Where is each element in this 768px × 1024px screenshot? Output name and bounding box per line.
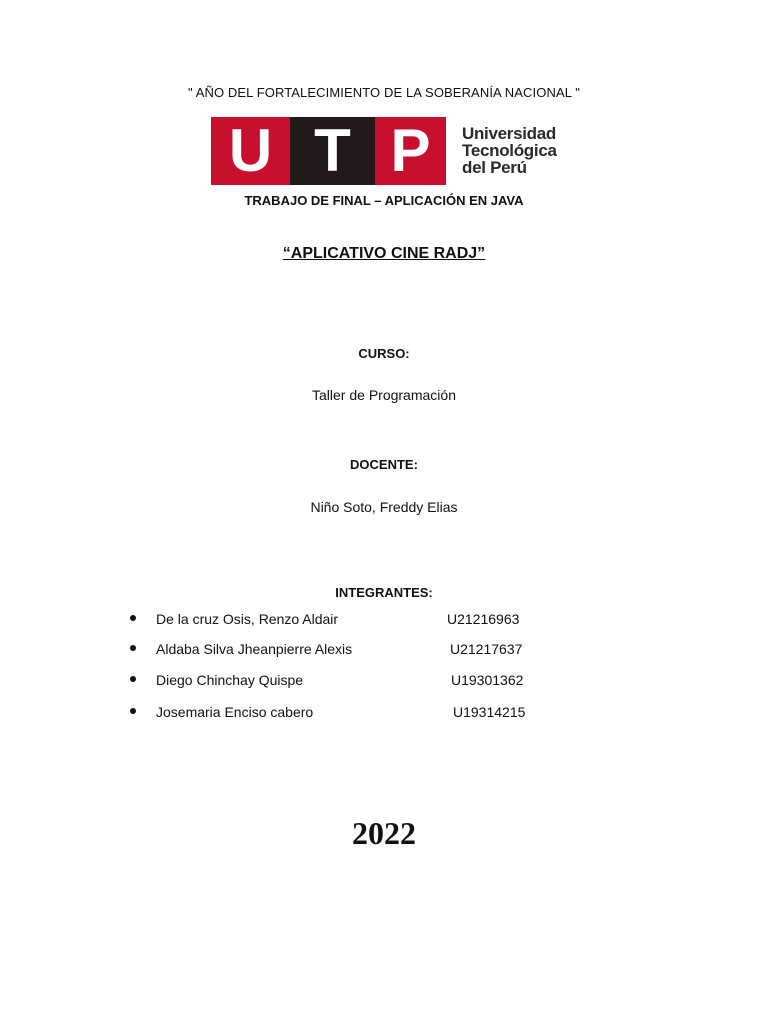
member-name: Josemaria Enciso cabero xyxy=(156,704,314,720)
members-label: INTEGRANTES: xyxy=(335,585,433,600)
list-item xyxy=(0,704,768,724)
teacher-label: DOCENTE: xyxy=(350,457,418,472)
logo-letter-p: P xyxy=(390,117,431,184)
member-code: U21216963 xyxy=(447,611,520,627)
logo-name-line: del Perú xyxy=(462,158,527,177)
member-name: De la cruz Osis, Renzo Aldair xyxy=(156,611,339,627)
bullet-icon xyxy=(130,615,136,621)
utp-logo xyxy=(211,117,573,185)
logo-letter-t: T xyxy=(314,117,351,184)
motto-text: " AÑO DEL FORTALECIMIENTO DE LA SOBERANÍA NACIONAL " xyxy=(187,85,580,100)
bullet-icon xyxy=(130,645,136,651)
member-code: U21217637 xyxy=(450,641,523,657)
member-name: Diego Chinchay Quispe xyxy=(156,672,304,688)
list-item xyxy=(0,641,768,661)
member-code: U19301362 xyxy=(451,672,524,688)
logo-name-line: Universidad xyxy=(462,124,557,143)
list-item xyxy=(0,672,768,692)
teacher-value: Niño Soto, Freddy Elias xyxy=(310,499,458,515)
document-title-text: “APLICATIVO CINE RADJ” xyxy=(282,245,486,262)
logo-university-name xyxy=(462,125,577,176)
member-code: U19314215 xyxy=(453,704,526,720)
document-subtitle: TRABAJO DE FINAL – APLICACIÓN EN JAVA xyxy=(244,193,524,208)
document-title xyxy=(0,245,768,263)
course-value: Taller de Programación xyxy=(312,387,456,403)
year-text: 2022 xyxy=(352,815,416,851)
list-item xyxy=(0,611,768,631)
course-label: CURSO: xyxy=(358,346,410,361)
bullet-icon xyxy=(130,676,136,682)
bullet-icon xyxy=(130,708,136,714)
logo-name-line: Tecnológica xyxy=(462,141,557,160)
logo-letter-u: U xyxy=(228,117,273,184)
member-name: Aldaba Silva Jheanpierre Alexis xyxy=(156,641,353,657)
